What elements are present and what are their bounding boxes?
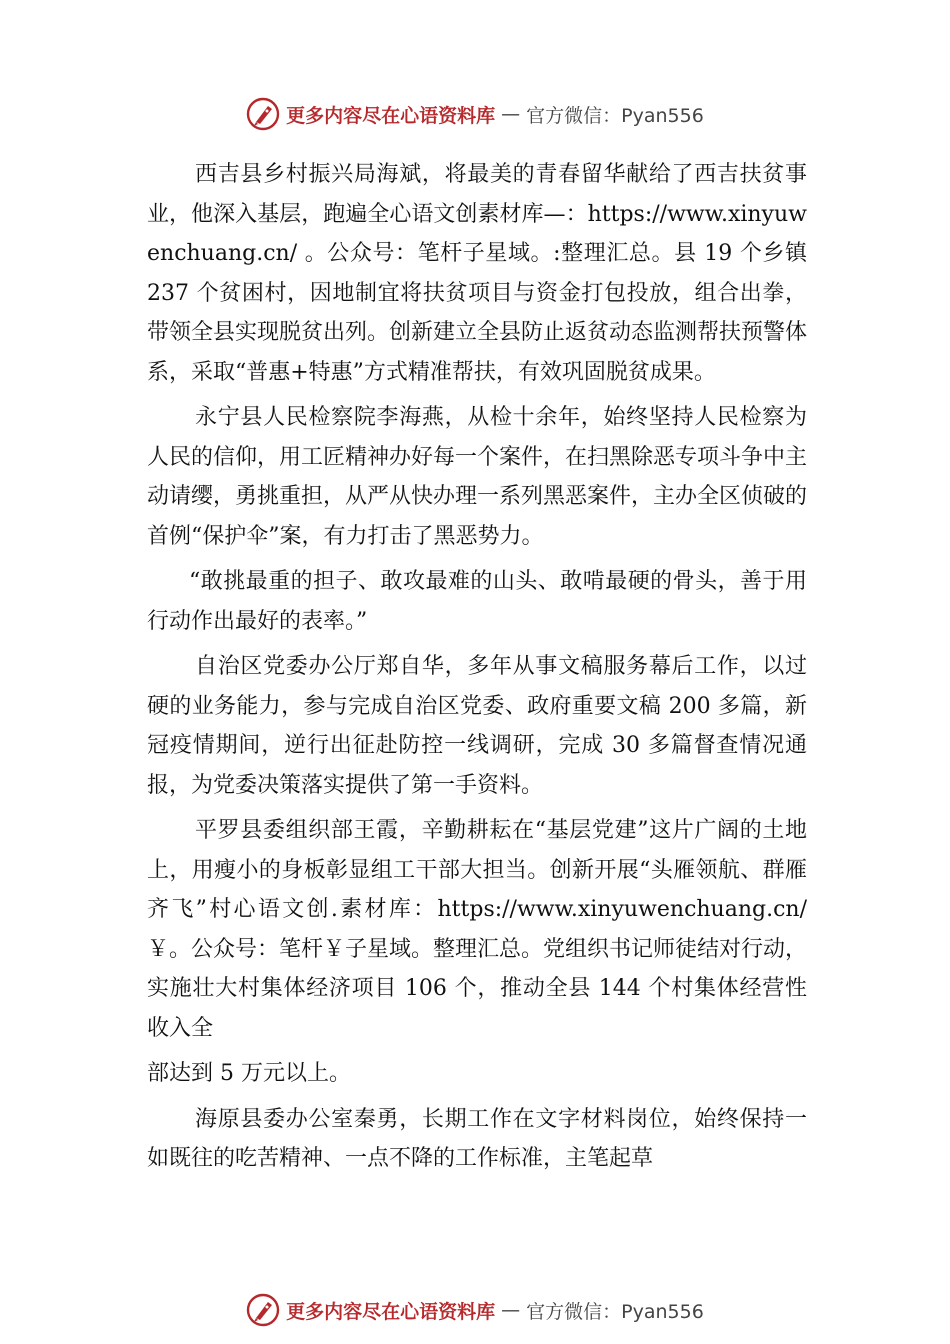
document-body: [147, 155, 807, 1179]
banner-dash: —: [501, 103, 521, 125]
banner-brand-text: 更多内容尽在心语资料库: [286, 104, 496, 127]
pen-nib-icon: [246, 97, 280, 131]
paragraph-6: 部达到 5 万元以上。: [147, 1061, 351, 1086]
paragraph-7: 海原县委办公室秦勇，长期工作在文字材料岗位，始终保持一如既往的吃苦精神、一点不降的工作标准，主笔起草: [147, 1106, 807, 1171]
footer-banner: [0, 1290, 950, 1330]
paragraph-4: 自治区党委办公厅郑自华，多年从事文稿服务幕后工作，以过硬的业务能力，参与完成自治区党委、政府重要文稿 200 多篇，新冠疫情期间，逆行出征赴防控一线调研，完成 30 多篇督查情况通报，为党委决策落实提供了第一手资料。: [147, 654, 807, 798]
banner-dash: —: [501, 1299, 521, 1321]
paragraph-5: 平罗县委组织部王霞，辛勤耕耘在“基层党建”这片广阔的土地上，用瘦小的身板彰显组工干部大担当。创新开展“头雁领航、群雁齐飞”村心语文创.素材库：https://www.xinyuwenchuang.cn/￥。公众号：笔杆￥子星域。整理汇总。党组织书记师徒结对行动，实施壮大村集体经济项目 106 个，推动全县 144 个村集体经营性收入全: [147, 818, 808, 1041]
paragraph-3-quote: “敢挑最重的担子、敢攻最难的山头、敢啃最硬的骨头，善于用行动作出最好的表率。”: [147, 569, 807, 634]
banner-wechat-text: 官方微信：Pyan556: [526, 104, 704, 127]
pen-nib-icon: [246, 1293, 280, 1327]
paragraph-1: 西吉县乡村振兴局海斌，将最美的青春留华献给了西吉扶贫事业，他深入基层，跑遍全心语文创素材库—：https://www.xinyuwenchuang.cn/ 。公众号：笔杆子星域。:整理汇总。县 19 个乡镇 237 个贫困村，因地制宜将扶贫项目与资金打包投放，组合出拳，带领全县实现脱贫出列。创新建立全县防止返贫动态监测帮扶预警体系，采取“普惠+特惠”方式精准帮扶，有效巩固脱贫成果。: [147, 162, 808, 385]
header-banner: [0, 94, 950, 134]
banner-wechat-text: 官方微信：Pyan556: [526, 1300, 704, 1323]
paragraph-2: 永宁县人民检察院李海燕，从检十余年，始终坚持人民检察为人民的信仰，用工匠精神办好每一个案件，在扫黑除恶专项斗争中主动请缨，勇挑重担，从严从快办理一系列黑恶案件，主办全区侦破的首例“保护伞”案，有力打击了黑恶势力。: [147, 405, 808, 549]
banner-brand-text: 更多内容尽在心语资料库: [286, 1300, 496, 1323]
